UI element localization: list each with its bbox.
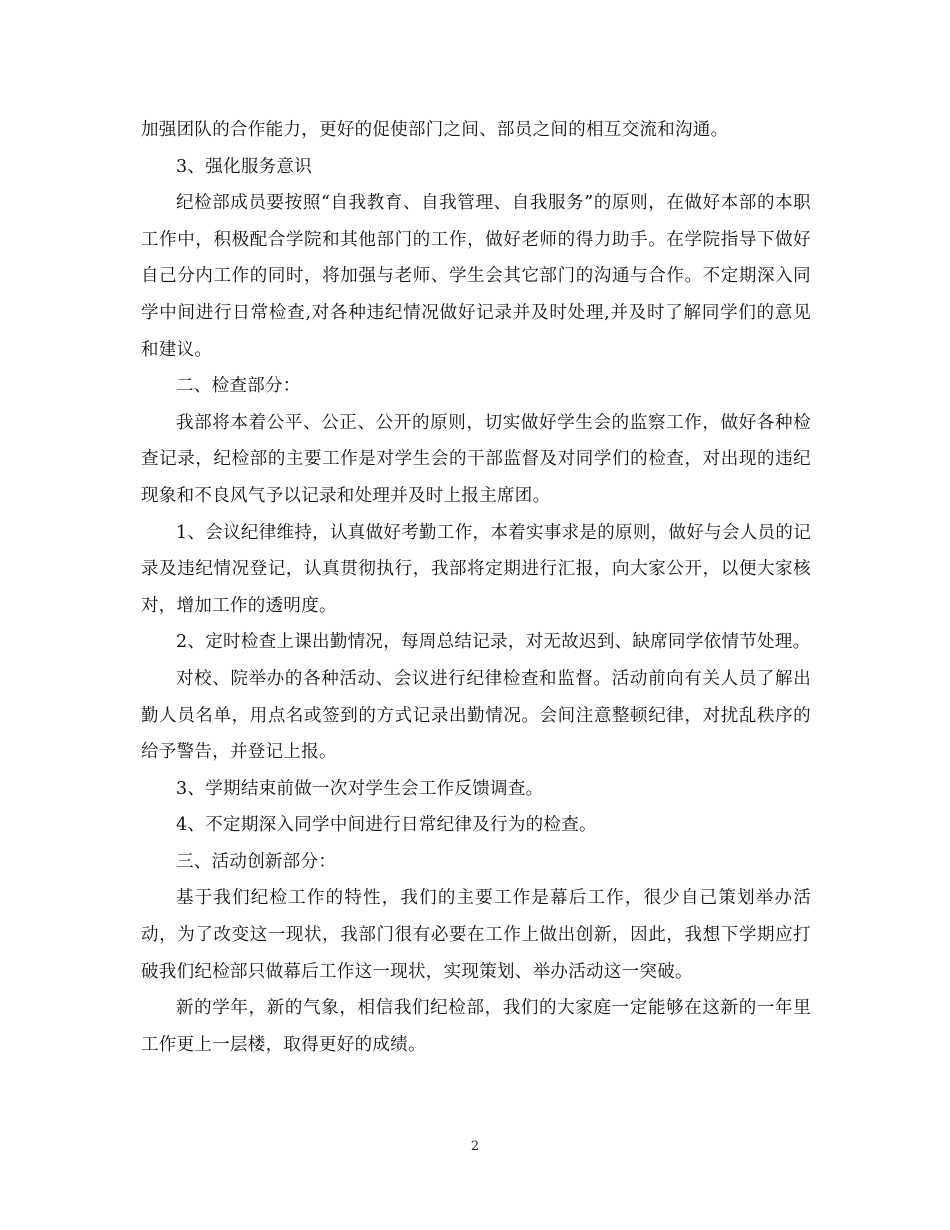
heading-strengthen-service: 3、强化服务意识 [176,156,313,177]
paragraph: 加强团队的合作能力，更好的促使部门之间、部员之间的相互交流和沟通。 [141,120,729,140]
paragraph: 3、学期结束前做一次对学生会工作反馈调查。 [176,778,544,799]
paragraph: 基于我们纪检工作的特性，我们的主要工作是幕后工作，很少自己策划举办活动，为了改变这一现状，我部门很有必要在工作上做出创新，因此，我想下学期应打破我们纪检部只做幕后工作这一现状，实现策划、举办活动这一突破。 [141,888,811,982]
paragraph: 新的学年，新的气象，相信我们纪检部，我们的大家庭一定能够在这新的一年里工作更上一层楼，取得更好的成绩。 [141,998,811,1055]
paragraph: 4、不定期深入同学中间进行日常纪律及行为的检查。 [176,815,597,836]
heading-activity-innovation: 三、活动创新部分： [176,851,337,872]
paragraph: 对校、院举办的各种活动、会议进行纪律检查和监督。活动前向有关人员了解出勤人员名单，用点名或签到的方式记录出勤情况。会间注意整顿纪律，对扰乱秩序的给予警告，并登记上报。 [141,668,811,763]
page-number: 2 [470,1139,480,1154]
paragraph: 我部将本着公平、公正、公开的原则，切实做好学生会的监察工作，做好各种检查记录，纪检部的主要工作是对学生会的干部监督及对同学们的检查，对出现的违纪现象和不良风气予以记录和处理并及时上报主席团。 [141,412,811,506]
paragraph: 2、定时检查上课出勤情况，每周总结记录，对无故迟到、缺席同学依情节处理。 [176,632,811,653]
body-text [141,112,811,1063]
paragraph: 1、会议纪律维持，认真做好考勤工作，本着实事求是的原则，做好与会人员的记录及违纪情况登记，认真贯彻执行，我部将定期进行汇报，向大家公开，以便大家核对，增加工作的透明度。 [141,522,811,616]
paragraph: 纪检部成员要按照“自我教育、自我管理、自我服务”的原则，在做好本部的本职工作中，积极配合学院和其他部门的工作，做好老师的得力助手。在学院指导下做好自己分内工作的同时，将加强与老师、学生会其它部门的沟通与合作。不定期深入同学中间进行日常检查,对各种违纪情况做好记录并及时处理,并及时了解同学们的意见和建议。 [141,193,811,360]
heading-inspection-section: 二、检查部分： [176,376,301,397]
